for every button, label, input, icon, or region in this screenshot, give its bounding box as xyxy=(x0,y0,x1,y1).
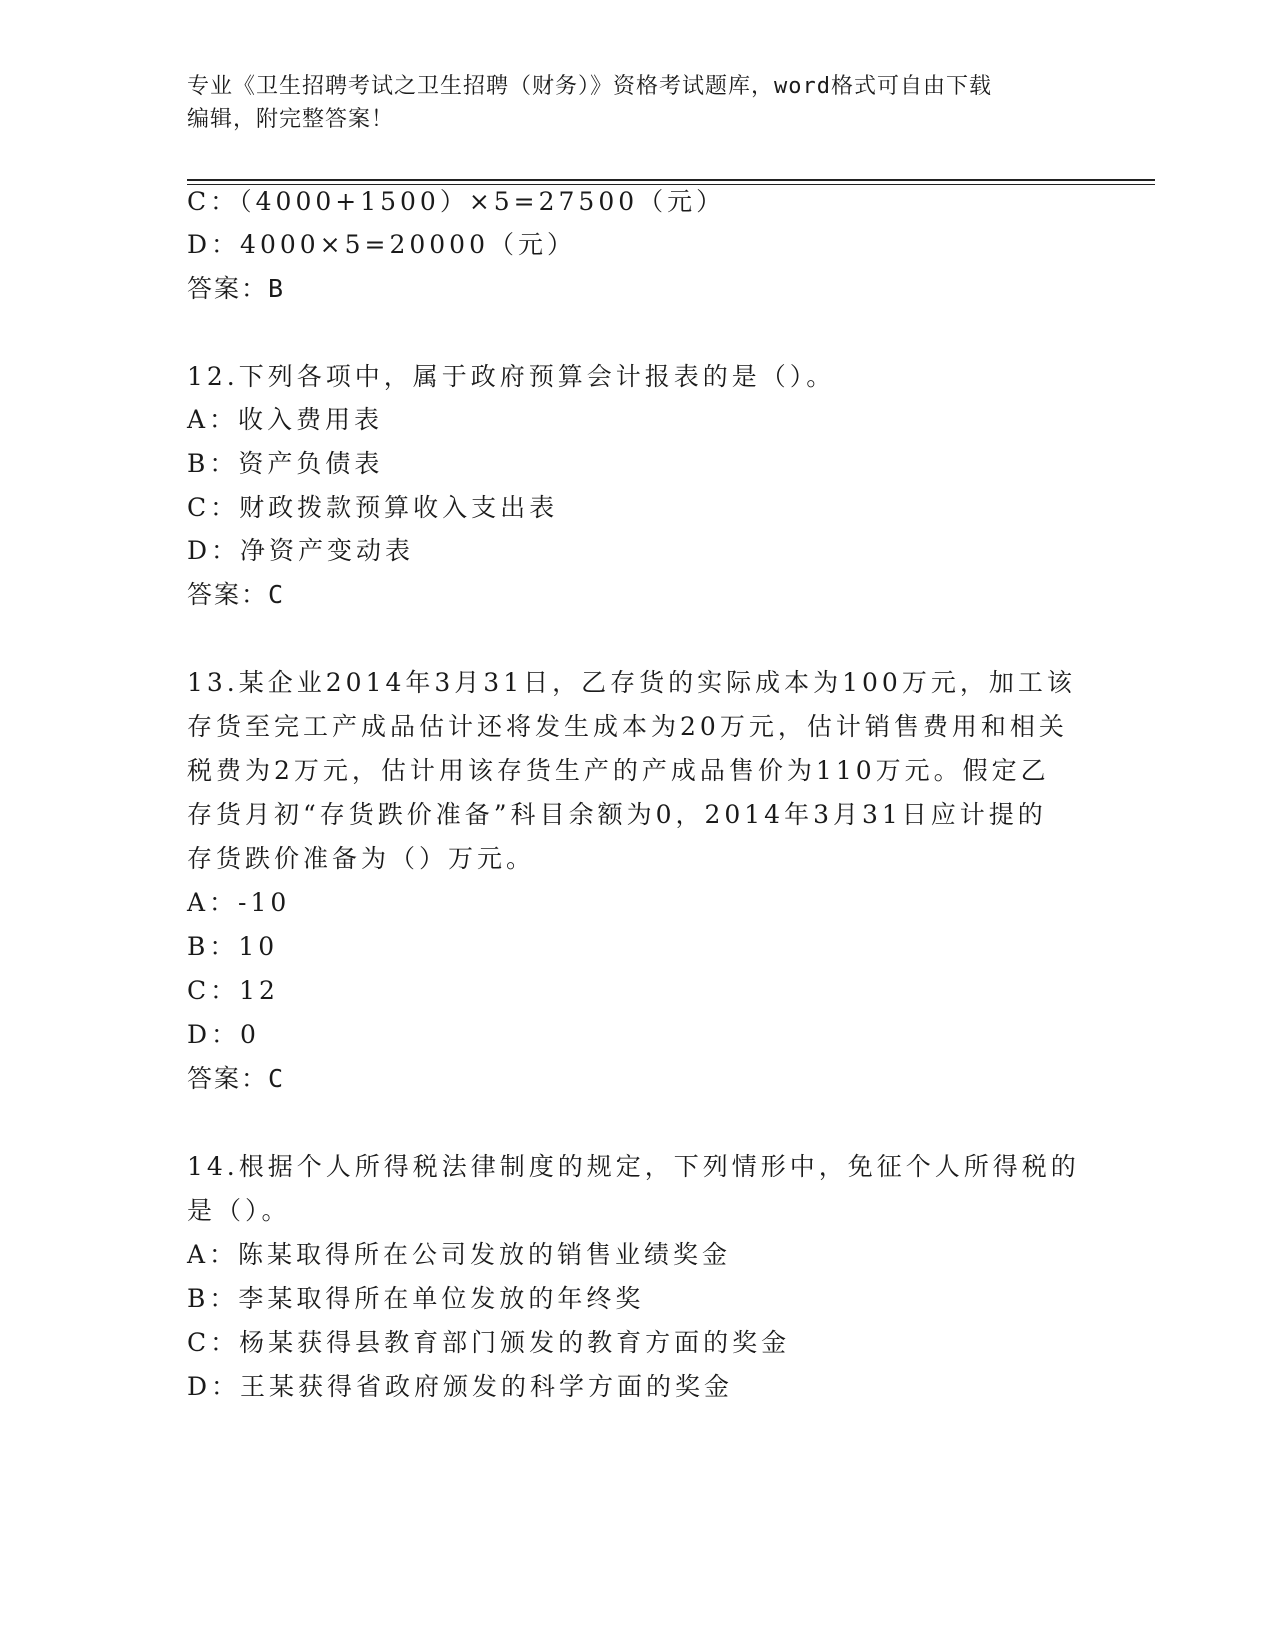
q13-stem-line-2: 存货至完工产成品估计还将发生成本为20万元，估计销售费用和相关 xyxy=(187,712,1068,741)
q13-stem-line-1: 13.某企业2014年3月31日，乙存货的实际成本为100万元，加工该 xyxy=(187,668,1076,697)
q12-answer: 答案：C xyxy=(187,580,286,609)
q13-answer: 答案：C xyxy=(187,1064,286,1093)
q12-stem: 12.下列各项中，属于政府预算会计报表的是（）。 xyxy=(187,362,836,391)
q14-option-b: B：李某取得所在单位发放的年终奖 xyxy=(187,1284,645,1313)
q14-option-d: D：王某获得省政府颁发的科学方面的奖金 xyxy=(187,1372,734,1401)
q13-stem-line-5: 存货跌价准备为（）万元。 xyxy=(187,844,536,873)
prev-option-c: C：（4000+1500）×5=27500（元） xyxy=(187,187,726,216)
document-header xyxy=(187,70,1087,136)
q14-stem-line-2: 是（）。 xyxy=(187,1196,291,1225)
q13-option-d: D：0 xyxy=(187,1020,260,1049)
q13-stem-line-4: 存货月初“存货跌价准备”科目余额为0，2014年3月31日应计提的 xyxy=(187,800,1047,829)
q13-stem-line-3: 税费为2万元，估计用该存货生产的产成品售价为110万元。假定乙 xyxy=(187,756,1050,785)
q13-option-b: B：10 xyxy=(187,932,279,961)
q14-option-c: C：杨某获得县教育部门颁发的教育方面的奖金 xyxy=(187,1328,791,1357)
q14-stem-line-1: 14.根据个人所得税法律制度的规定，下列情形中，免征个人所得税的 xyxy=(187,1152,1080,1181)
header-line-1: 专业《卫生招聘考试之卫生招聘（财务）》资格考试题库，word格式可自由下载 xyxy=(187,74,992,99)
q12-option-b: B：资产负债表 xyxy=(187,449,384,478)
q12-option-a: A：收入费用表 xyxy=(187,405,384,434)
q12-option-c: C：财政拨款预算收入支出表 xyxy=(187,493,559,522)
q13-option-c: C：12 xyxy=(187,976,279,1005)
header-line-2: 编辑，附完整答案！ xyxy=(187,107,395,132)
q14-option-a: A：陈某取得所在公司发放的销售业绩奖金 xyxy=(187,1240,732,1269)
q12-option-d: D：净资产变动表 xyxy=(187,536,415,565)
prev-answer: 答案：B xyxy=(187,274,286,303)
prev-option-d: D：4000×5=20000（元） xyxy=(187,230,576,259)
q13-option-a: A：-10 xyxy=(187,888,291,917)
